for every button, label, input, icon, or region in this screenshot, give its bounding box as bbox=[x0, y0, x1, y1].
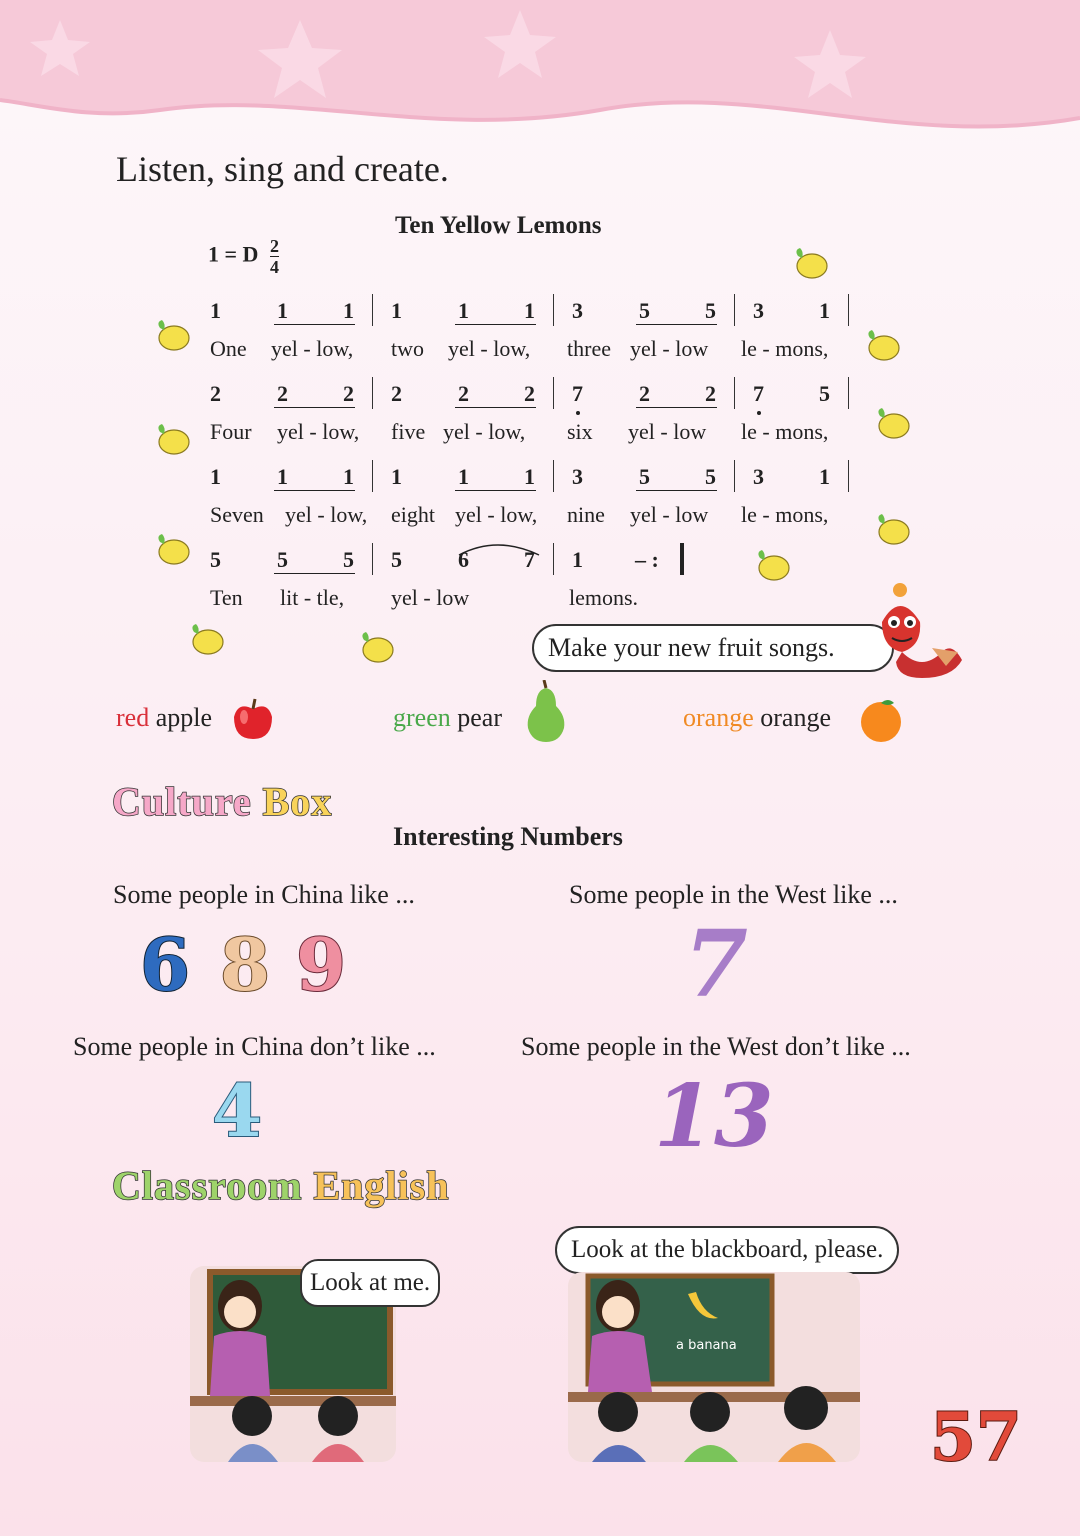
fruit-noun: pear bbox=[457, 703, 502, 732]
low-octave-dot bbox=[757, 411, 761, 415]
key-signature bbox=[208, 236, 279, 277]
note: 7 bbox=[572, 381, 583, 406]
note: 6 bbox=[458, 547, 469, 572]
eighth-note-beam bbox=[274, 407, 355, 408]
fruit-color-word: red bbox=[116, 703, 150, 732]
lyric: Seven bbox=[210, 502, 264, 527]
lemon-icon bbox=[186, 622, 226, 658]
west-like-caption: Some people in the West like ... bbox=[569, 880, 898, 909]
dragon-icon bbox=[862, 582, 966, 684]
lyric: yel - low bbox=[630, 336, 709, 361]
time-signature bbox=[270, 236, 279, 277]
lyric: Ten bbox=[210, 585, 243, 610]
note: 2 bbox=[705, 381, 716, 406]
time-top: 2 bbox=[269, 236, 279, 256]
note: 1 bbox=[277, 298, 288, 323]
china-like-caption: Some people in China like ... bbox=[113, 880, 415, 909]
final-repeat-bar bbox=[680, 543, 684, 575]
fruit-item-apple bbox=[116, 703, 212, 733]
bar-line bbox=[553, 543, 554, 575]
key-label: 1 = D bbox=[208, 241, 259, 267]
bar-line bbox=[372, 543, 373, 575]
note: 1 bbox=[524, 464, 535, 489]
lyric: yel - low bbox=[391, 585, 470, 610]
eighth-note-beam bbox=[455, 407, 536, 408]
note: 5 bbox=[277, 547, 288, 572]
note: 1 bbox=[458, 298, 469, 323]
song-title: Ten Yellow Lemons bbox=[395, 212, 602, 239]
classroom-scene-2 bbox=[568, 1272, 860, 1462]
note: 1 bbox=[343, 298, 354, 323]
bar-line bbox=[553, 377, 554, 409]
note: 1 bbox=[819, 464, 830, 489]
note: 2 bbox=[277, 381, 288, 406]
china-like-number-6: 6 bbox=[140, 922, 191, 1007]
bar-line bbox=[848, 294, 849, 326]
header-band bbox=[0, 0, 1080, 140]
create-speech-bubble bbox=[532, 624, 894, 672]
note: 1 bbox=[343, 464, 354, 489]
lyric: yel - low, bbox=[448, 336, 531, 361]
lyric: two bbox=[391, 336, 424, 361]
lemon-icon bbox=[752, 548, 792, 584]
low-octave-dot bbox=[576, 411, 580, 415]
lyric: yel - low, bbox=[455, 502, 538, 527]
lyric: yel - low bbox=[630, 502, 709, 527]
eighth-note-beam bbox=[455, 490, 536, 491]
lemon-icon bbox=[152, 532, 192, 568]
lyric: three bbox=[567, 336, 611, 361]
lyric: yel - low, bbox=[285, 502, 368, 527]
west-dislike-caption: Some people in the West don’t like ... bbox=[521, 1032, 911, 1061]
pear-icon bbox=[522, 680, 570, 744]
culture-box-heading bbox=[112, 778, 332, 825]
note: 1 bbox=[391, 298, 402, 323]
culture-heading-word2: Box bbox=[262, 779, 333, 824]
note: 2 bbox=[391, 381, 402, 406]
lyric: six bbox=[567, 419, 593, 444]
note: 5 bbox=[210, 547, 221, 572]
page-number: 57 bbox=[930, 1398, 1022, 1476]
china-like-number-9: 9 bbox=[296, 922, 347, 1007]
lyric: le - mons, bbox=[741, 419, 829, 444]
note: 3 bbox=[572, 464, 583, 489]
note: 5 bbox=[639, 298, 650, 323]
lyric: eight bbox=[391, 502, 435, 527]
china-dislike-caption: Some people in China don’t like ... bbox=[73, 1032, 436, 1061]
lemon-icon bbox=[790, 246, 830, 282]
note: 5 bbox=[639, 464, 650, 489]
blackboard-word: a banana bbox=[676, 1338, 737, 1353]
fruit-item-orange bbox=[683, 703, 831, 733]
lemon-icon bbox=[872, 512, 912, 548]
lyric: yel - low, bbox=[271, 336, 354, 361]
eighth-note-beam bbox=[636, 324, 717, 325]
lyric: nine bbox=[567, 502, 605, 527]
note: 1 bbox=[819, 298, 830, 323]
note: – : bbox=[635, 547, 659, 572]
apple-icon bbox=[230, 697, 276, 743]
bar-line bbox=[553, 460, 554, 492]
fruit-color-word: orange bbox=[683, 703, 754, 732]
lemon-icon bbox=[862, 328, 902, 364]
fruit-noun: apple bbox=[155, 703, 213, 732]
lyric: le - mons, bbox=[741, 502, 829, 527]
note: 5 bbox=[343, 547, 354, 572]
eighth-note-beam bbox=[636, 490, 717, 491]
classroom-heading-word2: English bbox=[313, 1163, 450, 1208]
note: 1 bbox=[277, 464, 288, 489]
note: 2 bbox=[210, 381, 221, 406]
fruit-item-pear bbox=[393, 703, 502, 733]
eighth-note-beam bbox=[455, 324, 536, 325]
eighth-note-beam bbox=[274, 324, 355, 325]
lyric: yel - low, bbox=[277, 419, 360, 444]
fruit-noun: orange bbox=[760, 703, 831, 732]
note: 5 bbox=[819, 381, 830, 406]
bar-line bbox=[734, 377, 735, 409]
note: 1 bbox=[572, 547, 583, 572]
china-dislike-number-4: 4 bbox=[212, 1068, 263, 1153]
eighth-note-beam bbox=[636, 407, 717, 408]
lemon-icon bbox=[152, 422, 192, 458]
page-title: Listen, sing and create. bbox=[116, 149, 449, 189]
lemon-icon bbox=[872, 406, 912, 442]
lemon-icon bbox=[152, 318, 192, 354]
classroom-english-heading bbox=[112, 1162, 449, 1209]
lyric: One bbox=[210, 336, 247, 361]
lyric: yel - low, bbox=[443, 419, 526, 444]
classroom-heading-word1: Classroom bbox=[112, 1163, 303, 1208]
speech-bubble-look-at-me bbox=[300, 1259, 440, 1307]
lyric: le - mons, bbox=[741, 336, 829, 361]
orange-icon bbox=[858, 697, 904, 743]
note: 7 bbox=[753, 381, 764, 406]
note: 3 bbox=[572, 298, 583, 323]
fruit-color-word: green bbox=[393, 703, 451, 732]
note: 5 bbox=[705, 298, 716, 323]
china-like-number-8: 8 bbox=[220, 922, 271, 1007]
culture-heading-word1: Culture bbox=[112, 779, 252, 824]
bar-line bbox=[848, 377, 849, 409]
note: 1 bbox=[210, 298, 221, 323]
bar-line bbox=[553, 294, 554, 326]
note: 1 bbox=[210, 464, 221, 489]
lyric: yel - low bbox=[628, 419, 707, 444]
bar-line bbox=[734, 460, 735, 492]
lyric: lit - tle, bbox=[280, 585, 345, 610]
bar-line bbox=[372, 460, 373, 492]
eighth-note-beam bbox=[274, 573, 355, 574]
note: 3 bbox=[753, 298, 764, 323]
bar-line bbox=[372, 377, 373, 409]
note: 2 bbox=[524, 381, 535, 406]
note: 2 bbox=[639, 381, 650, 406]
lemon-icon bbox=[356, 630, 396, 666]
bar-line bbox=[372, 294, 373, 326]
time-bottom: 4 bbox=[269, 257, 279, 277]
note: 2 bbox=[343, 381, 354, 406]
note: 1 bbox=[524, 298, 535, 323]
bubble1-text: Look at me. bbox=[310, 1269, 431, 1296]
lyric: lemons. bbox=[569, 585, 639, 610]
west-like-number-7: 7 bbox=[684, 910, 749, 1018]
speech-bubble-blackboard bbox=[555, 1226, 899, 1274]
slur bbox=[455, 539, 545, 559]
culture-subtitle: Interesting Numbers bbox=[393, 822, 623, 851]
note: 5 bbox=[705, 464, 716, 489]
note: 1 bbox=[458, 464, 469, 489]
lyric: Four bbox=[210, 419, 252, 444]
note: 5 bbox=[391, 547, 402, 572]
west-dislike-number-13: 13 bbox=[654, 1066, 774, 1167]
create-bubble-text: Make your new fruit songs. bbox=[548, 633, 835, 662]
bar-line bbox=[848, 460, 849, 492]
note: 2 bbox=[458, 381, 469, 406]
bubble2-text: Look at the blackboard, please. bbox=[571, 1236, 884, 1263]
eighth-note-beam bbox=[274, 490, 355, 491]
lyric: five bbox=[391, 419, 426, 444]
note: 1 bbox=[391, 464, 402, 489]
note: 3 bbox=[753, 464, 764, 489]
bar-line bbox=[734, 294, 735, 326]
note: 7 bbox=[524, 547, 535, 572]
